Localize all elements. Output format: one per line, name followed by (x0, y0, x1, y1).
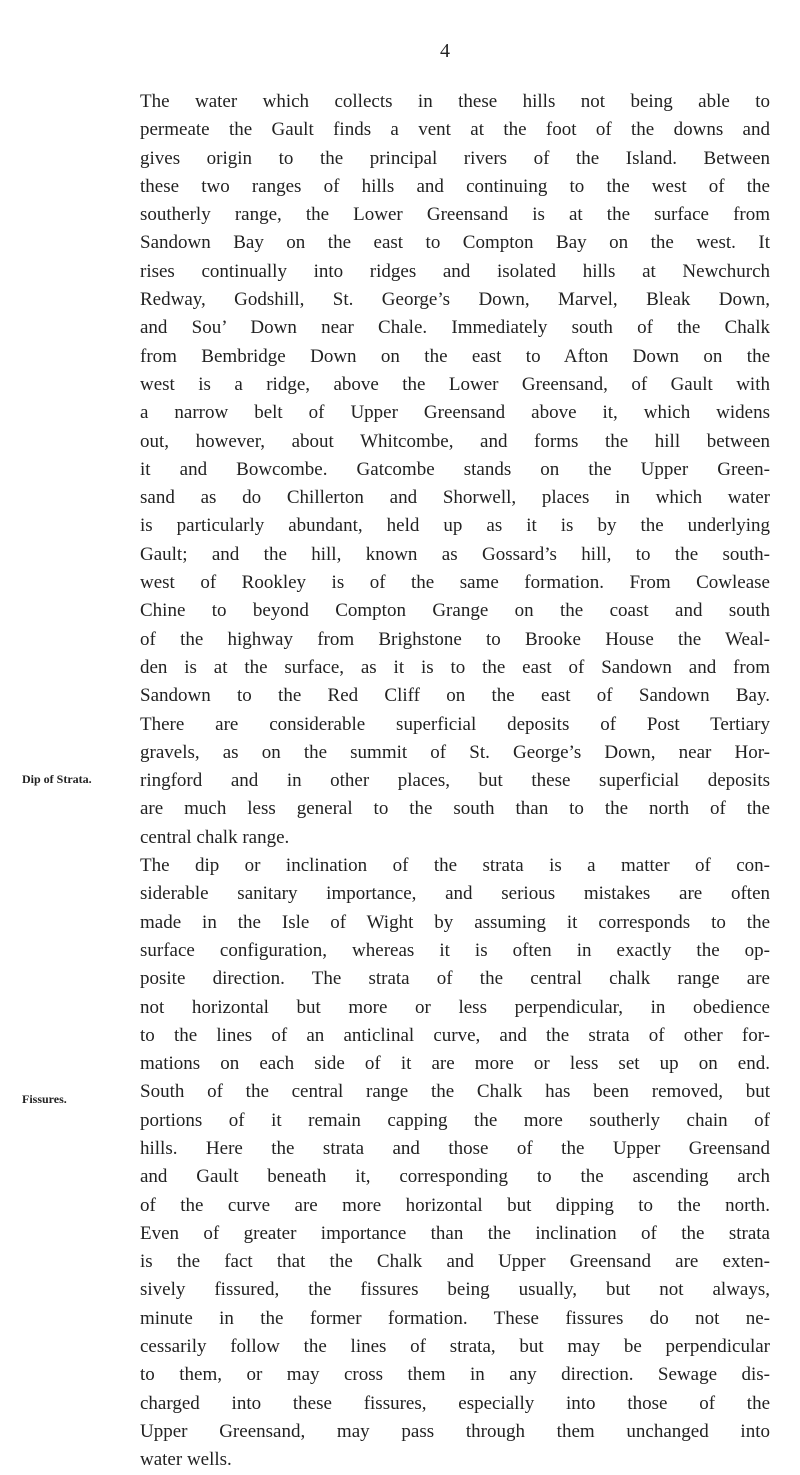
text-line: hills. Here the strata and those of the Upper Greensand (140, 1137, 770, 1159)
text-line: gives origin to the principal rivers of the Island. Between (140, 147, 770, 169)
text-line: gravels, as on the summit of St. George’s Down, near Hor- (140, 741, 770, 763)
text-line: are much less general to the south than to the north of the (140, 798, 770, 820)
text-line: South of the central range the Chalk has been removed, but (140, 1081, 770, 1103)
text-line: charged into these fissures, especially into those of the (140, 1392, 770, 1414)
text-line: ringford and in other places, but these superficial deposits (140, 770, 770, 792)
text-line: The dip or inclination of the strata is a matter of con- (140, 855, 770, 877)
text-line: not horizontal but more or less perpendicular, in obedience (140, 996, 770, 1018)
text-line: of the highway from Brighstone to Brooke House the Weal- (140, 628, 770, 650)
text-line: Upper Greensand, may pass through them unchanged into (140, 1420, 770, 1442)
text-line: is particularly abundant, held up as it is by the underlying (140, 515, 770, 537)
text-line: and Gault beneath it, corresponding to the ascending arch (140, 1166, 770, 1188)
text-line: portions of it remain capping the more southerly chain of (140, 1109, 770, 1131)
text-line: west of Rookley is of the same formation. From Cowlease (140, 572, 770, 594)
body-text (140, 88, 770, 1475)
text-line: Chine to beyond Compton Grange on the coast and south (140, 600, 770, 622)
page-number: 4 (440, 40, 450, 62)
text-line: made in the Isle of Wight by assuming it corresponds to the (140, 911, 770, 933)
text-line: The water which collects in these hills not being able to (140, 91, 770, 112)
text-line: Sandown to the Red Cliff on the east of Sandown Bay. (140, 685, 770, 707)
text-line: to them, or may cross them in any direction. Sewage dis- (140, 1364, 770, 1386)
text-line: Even of greater importance than the inclination of the strata (140, 1222, 770, 1244)
text-line: siderable sanitary importance, and serious mistakes are often (140, 883, 770, 905)
text-line: is the fact that the Chalk and Upper Greensand are exten- (140, 1251, 770, 1273)
text-line: Redway, Godshill, St. George’s Down, Marvel, Bleak Down, (140, 289, 770, 311)
text-line: of the curve are more horizontal but dipping to the north. (140, 1194, 770, 1216)
text-line: these two ranges of hills and continuing to the west of the (140, 175, 770, 197)
text-line: surface configuration, whereas it is often in exactly the op- (140, 939, 770, 961)
text-line: southerly range, the Lower Greensand is at the surface from (140, 204, 770, 226)
text-line: west is a ridge, above the Lower Greensand, of Gault with (140, 373, 770, 395)
text-line: permeate the Gault finds a vent at the foot of the downs and (140, 119, 770, 141)
text-line: to the lines of an anticlinal curve, and the strata of other for- (140, 1024, 770, 1046)
text-line: out, however, about Whitcombe, and forms the hill between (140, 430, 770, 452)
text-line: sively fissured, the fissures being usually, but not always, (140, 1279, 770, 1301)
text-line: Gault; and the hill, known as Gossard’s hill, to the south- (140, 543, 770, 565)
text-line: cessarily follow the lines of strata, but may be perpendicular (140, 1336, 770, 1358)
text-line: den is at the surface, as it is to the east of Sandown and from (140, 656, 770, 678)
text-line: Sandown Bay on the east to Compton Bay on the west. It (140, 232, 770, 254)
text-line: water wells. (140, 1449, 232, 1471)
margin-note-dip-of-strata: Dip of Strata. (22, 772, 92, 786)
text-line: posite direction. The strata of the central chalk range are (140, 968, 770, 990)
text-line: rises continually into ridges and isolated hills at Newchurch (140, 260, 770, 282)
text-line: There are considerable superficial deposits of Post Tertiary (140, 713, 770, 735)
margin-note-fissures: Fissures. (22, 1092, 67, 1106)
text-line: it and Bowcombe. Gatcombe stands on the Upper Green- (140, 458, 770, 480)
text-line: and Sou’ Down near Chale. Immediately south of the Chalk (140, 317, 770, 339)
text-line: from Bembridge Down on the east to Afton Down on the (140, 345, 770, 367)
text-line: minute in the former formation. These fissures do not ne- (140, 1307, 770, 1329)
text-line: sand as do Chillerton and Shorwell, places in which water (140, 487, 770, 509)
text-line: a narrow belt of Upper Greensand above it, which widens (140, 402, 770, 424)
text-line: central chalk range. (140, 826, 290, 848)
text-line: mations on each side of it are more or less set up on end. (140, 1053, 770, 1075)
